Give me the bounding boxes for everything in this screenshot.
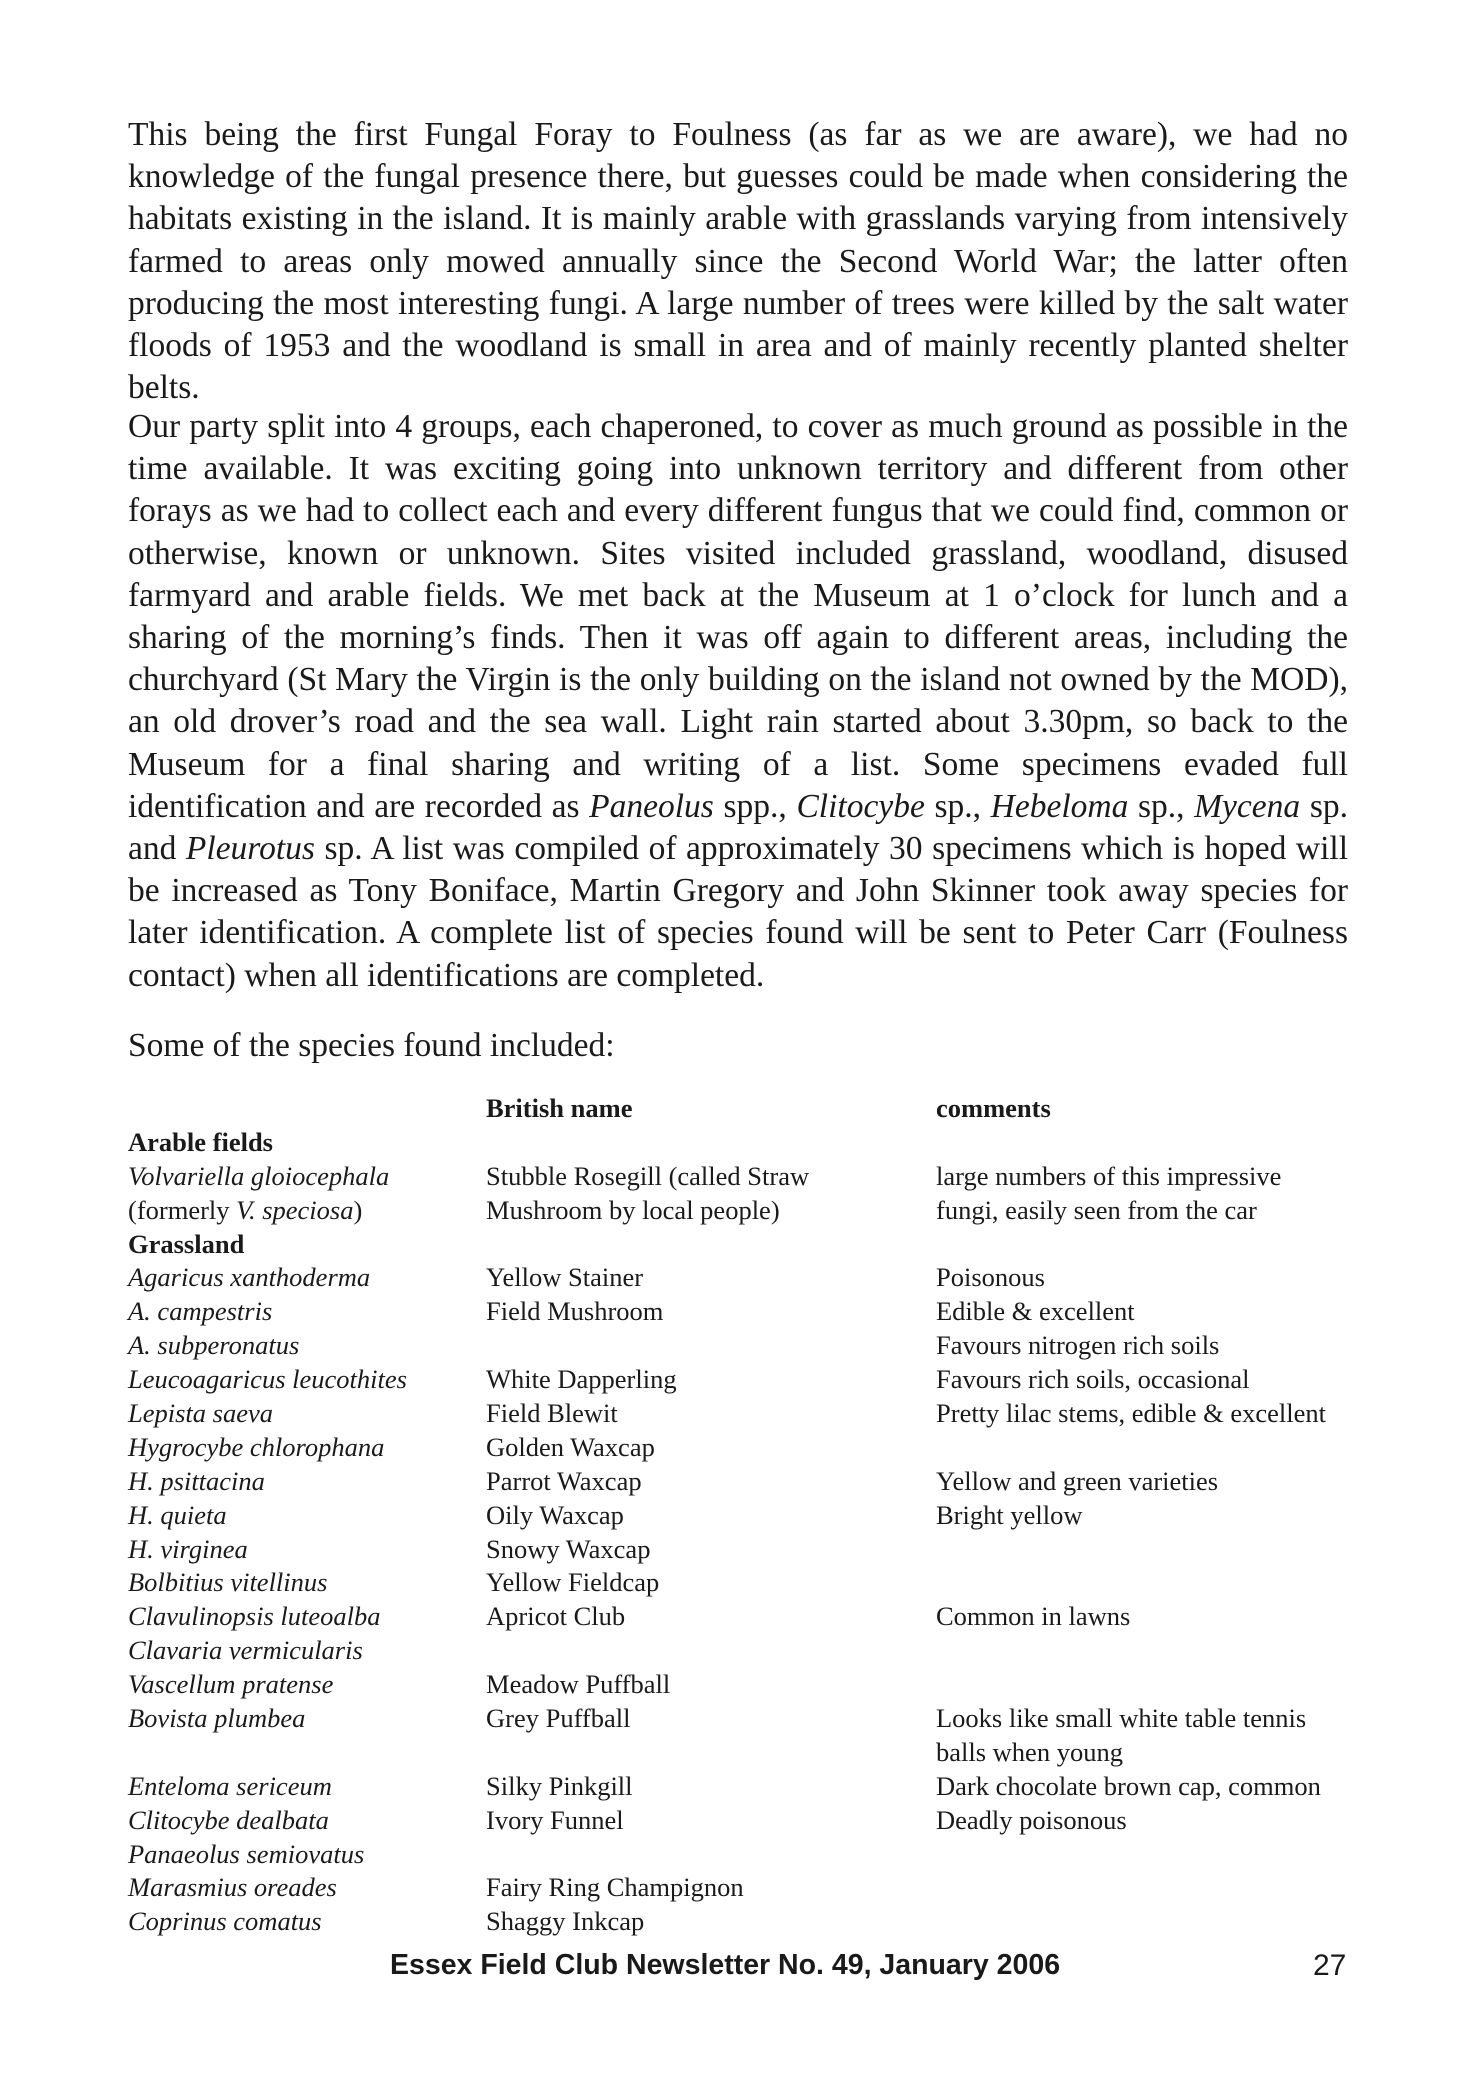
genus-name: Paneolus: [589, 787, 714, 825]
british-name-header: British name: [486, 1093, 633, 1123]
habitat-heading: Grassland: [128, 1228, 245, 1259]
species-table: [128, 1092, 1368, 1939]
british-name: Grey Puffball: [486, 1703, 631, 1734]
table-row: [128, 1465, 1368, 1499]
paragraph-text: sp.,: [924, 787, 991, 825]
species-name: H. virginea: [128, 1533, 248, 1564]
british-name: Meadow Puffball: [486, 1669, 671, 1700]
species-name: H. psittacina: [128, 1465, 265, 1496]
species-name: Leucoagaricus leucothites: [128, 1364, 407, 1395]
paragraph-text: Our party split into 4 groups, each chaperoned, to cover as much ground as possible in the time available. It was exciting going into unknown territory and different from other forays as we had to collect each and every different fungus that we could find, common or otherwise, known or unknown. Sites visited included grassland, woodland, disused farmyard and arable fields. We met back at the Museum at 1 o’clock for lunch and a sharing of the morning’s finds. Then it was off again to different areas, including the churchyard (St Mary the Virgin is the only building on the island not owned by the MOD), an old drover’s road and the sea wall. Light rain started about 3.30pm, so back to the Museum for a final sharing and writing of a list. Some specimens evaded full identification and are recorded as: [128, 408, 1348, 825]
species-name: Clavaria vermicularis: [128, 1635, 363, 1666]
footer-title: Essex Field Club Newsletter No. 49, January 2006: [390, 1949, 1061, 1981]
genus-name: Hebeloma: [990, 787, 1129, 825]
british-name: Yellow Stainer: [486, 1262, 644, 1293]
paragraph-text: sp. and: [128, 787, 1348, 868]
foray-paragraph: [128, 406, 1348, 997]
british-name: Field Blewit: [486, 1398, 618, 1429]
species-name: Clitocybe dealbata: [128, 1804, 329, 1835]
table-section-row: [128, 1126, 1368, 1160]
comment: Favours nitrogen rich soils: [936, 1330, 1220, 1361]
table-row: [128, 1600, 1368, 1634]
genus-name: Mycena: [1194, 787, 1301, 825]
table-row: [128, 1566, 1368, 1600]
british-name: Ivory Funnel: [486, 1804, 624, 1835]
table-row: [128, 1736, 1368, 1770]
page-number: 27: [1313, 1949, 1347, 1982]
table-row: [128, 1160, 1368, 1194]
british-name: Parrot Waxcap: [486, 1465, 642, 1496]
species-name: Panaeolus semiovatus: [128, 1838, 365, 1869]
paragraph-text: sp. A list was compiled of approximately 30 specimens which is hoped will be increased as Tony Boniface, Martin Gregory and John Skinner took away species for later identification. A complete list of species found will be sent to Peter Carr (Foulness contact) when all identifications are completed.: [128, 830, 1349, 994]
table-row: [128, 1702, 1368, 1736]
comment: Dark chocolate brown cap, common: [936, 1770, 1321, 1801]
table-body: [128, 1126, 1368, 1939]
table-section-row: [128, 1228, 1368, 1262]
table-row: [128, 1838, 1368, 1872]
comment: Poisonous: [936, 1262, 1045, 1293]
comment: Looks like small white table tennis: [936, 1703, 1307, 1734]
british-name: Fairy Ring Champignon: [486, 1872, 744, 1903]
comment: Bright yellow: [936, 1499, 1083, 1530]
table-row: [128, 1261, 1368, 1295]
comment: fungi, easily seen from the car: [936, 1194, 1257, 1225]
species-name: Hygrocybe chlorophana: [128, 1431, 385, 1462]
species-intro: Some of the species found included:: [128, 1027, 615, 1064]
table-row: [128, 1634, 1368, 1668]
comment: Deadly poisonous: [936, 1804, 1127, 1835]
table-row: [128, 1533, 1368, 1567]
comment: Favours rich soils, occasional: [936, 1364, 1250, 1395]
species-name: Vascellum pratense: [128, 1669, 334, 1700]
table-row: [128, 1431, 1368, 1465]
british-name: Golden Waxcap: [486, 1431, 655, 1462]
table-row: [128, 1363, 1368, 1397]
table-row: [128, 1499, 1368, 1533]
species-name: (formerly V. speciosa): [128, 1194, 363, 1225]
genus-name: Clitocybe: [796, 787, 925, 825]
paragraph-text: spp.,: [713, 787, 797, 825]
table-row: [128, 1804, 1368, 1838]
species-name: Bolbitius vitellinus: [128, 1567, 328, 1598]
british-name: Yellow Fieldcap: [486, 1567, 660, 1598]
table-row: [128, 1397, 1368, 1431]
intro-paragraph: This being the first Fungal Foray to Foulness (as far as we are aware), we had no knowledge of the fungal presence there, but guesses could be made when considering the habitats existing in the island. It is mainly arable with grasslands varying from intensively farmed to areas only mowed annually since the Second World War; the latter often producing the most interesting fungi. A large number of trees were killed by the salt water floods of 1953 and the woodland is small in area and of mainly recently planted shelter belts.: [128, 116, 1348, 407]
comment: Yellow and green varieties: [936, 1465, 1219, 1496]
british-name: Mushroom by local people): [486, 1194, 780, 1225]
british-name: Oily Waxcap: [486, 1499, 624, 1530]
species-name: A. subperonatus: [128, 1330, 300, 1361]
table-header-row: [128, 1092, 1368, 1126]
table-row: [128, 1770, 1368, 1804]
comment: Pretty lilac stems, edible & excellent: [936, 1398, 1327, 1429]
british-name: Apricot Club: [486, 1601, 626, 1632]
comment: Edible & excellent: [936, 1296, 1135, 1327]
british-name: Field Mushroom: [486, 1296, 664, 1327]
species-name: Bovista plumbea: [128, 1703, 306, 1734]
british-name: Snowy Waxcap: [486, 1533, 651, 1564]
table-row: [128, 1295, 1368, 1329]
table-row: [128, 1194, 1368, 1228]
british-name: White Dapperling: [486, 1364, 677, 1395]
table-row: [128, 1871, 1368, 1905]
paragraph-text: sp.,: [1128, 787, 1195, 825]
species-name: Marasmius oreades: [128, 1872, 337, 1903]
habitat-heading: Arable fields: [128, 1126, 273, 1157]
british-name: Silky Pinkgill: [486, 1770, 633, 1801]
species-name: Volvariella gloiocephala: [128, 1160, 390, 1191]
british-name: Shaggy Inkcap: [486, 1906, 645, 1937]
species-name: H. quieta: [128, 1499, 227, 1530]
comment: balls when young: [936, 1736, 1123, 1767]
comment: large numbers of this impressive: [936, 1160, 1282, 1191]
species-name: Coprinus comatus: [128, 1906, 322, 1937]
species-name: Lepista saeva: [128, 1398, 273, 1429]
species-name: Enteloma sericeum: [128, 1770, 332, 1801]
table-row: [128, 1905, 1368, 1939]
table-row: [128, 1668, 1368, 1702]
species-name: A. campestris: [128, 1296, 273, 1327]
species-name: Agaricus xanthoderma: [128, 1262, 371, 1293]
table-row: [128, 1329, 1368, 1363]
comment: Common in lawns: [936, 1601, 1131, 1632]
british-name: Stubble Rosegill (called Straw: [486, 1160, 810, 1191]
comments-header: comments: [936, 1093, 1051, 1123]
genus-name: Pleurotus: [185, 830, 315, 868]
species-name: Clavulinopsis luteoalba: [128, 1601, 381, 1632]
